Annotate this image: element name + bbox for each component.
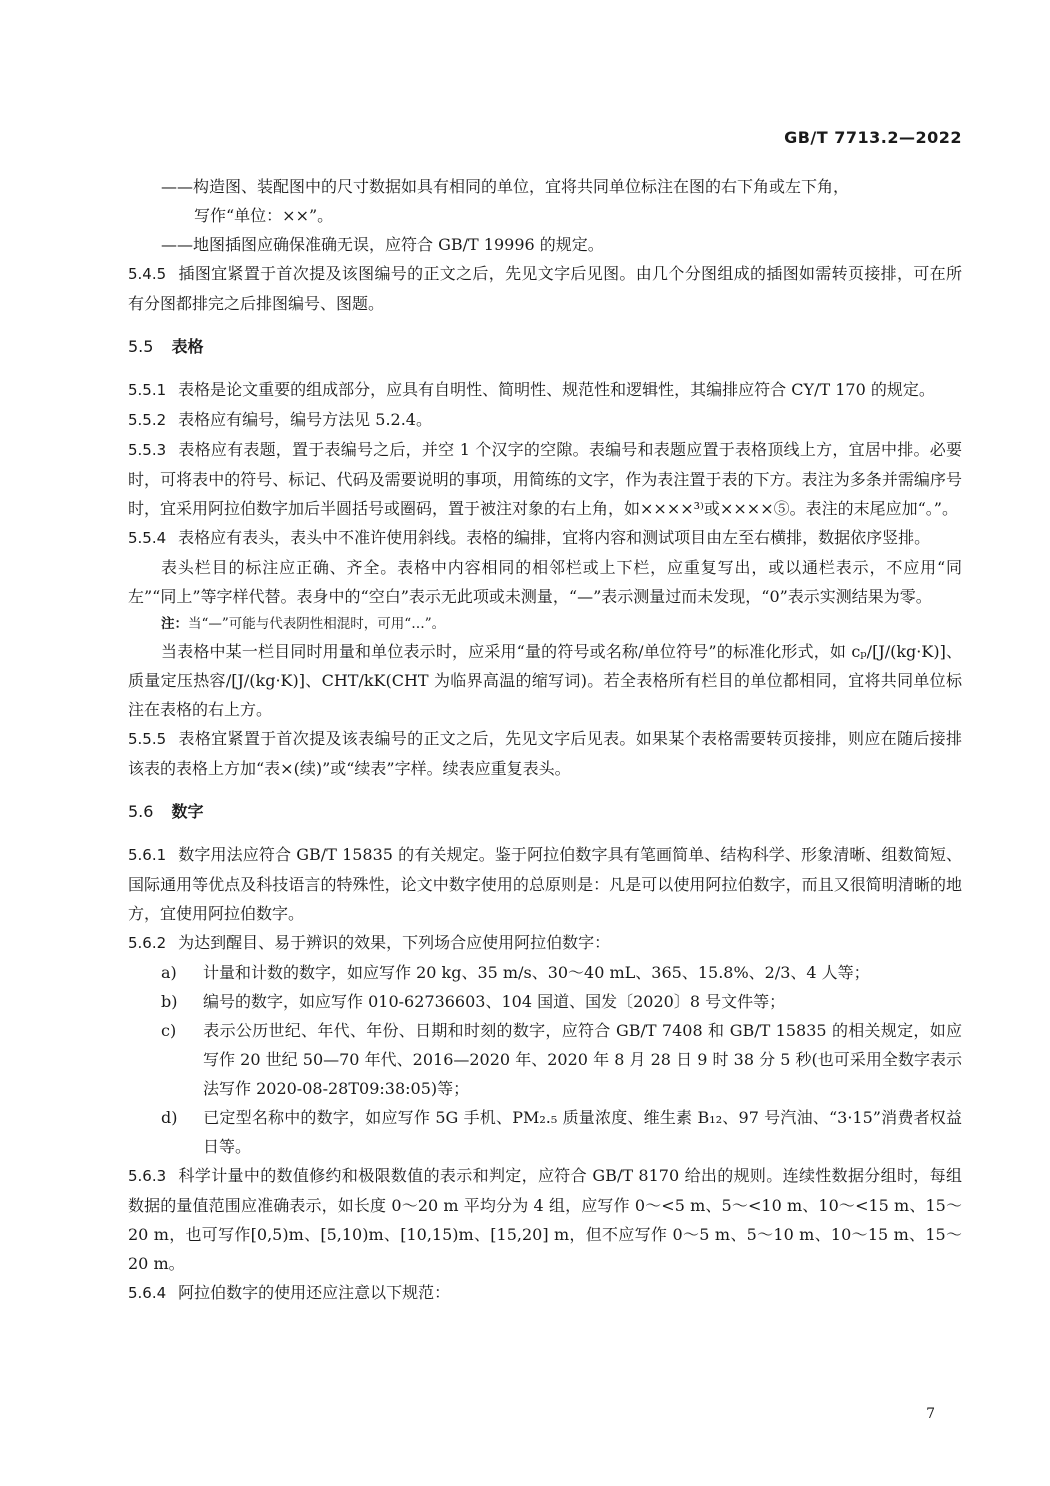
dash-item-text: ——构造图、装配图中的尺寸数据如具有相同的单位，宜将共同单位标注在图的右下角或左下角，	[161, 177, 850, 196]
body-paragraph	[128, 553, 962, 611]
clause-number: 5.5.2	[128, 411, 167, 429]
list-item-text: 计量和计数的数字，如应写作 20 kg、35 m/s、30～40 mL、365、15.8%、2/3、4 人等；	[203, 963, 870, 982]
list-item	[128, 1016, 962, 1103]
section-number: 5.5	[128, 337, 154, 356]
clause-number: 5.6.4	[128, 1284, 167, 1302]
page-number: 7	[926, 1406, 935, 1422]
clause-number: 5.6.1	[128, 846, 167, 864]
clause-text: 表格宜紧置于首次提及该表编号的正文之后，先见文字后见表。如果某个表格需要转页接排，则应在随后接排该表的表格上方加“表×(续)”或“续表”字样。续表应重复表头。	[128, 729, 962, 778]
clause-number: 5.6.3	[128, 1167, 167, 1185]
clause-number: 5.6.2	[128, 934, 167, 952]
dash-list-item-continued	[128, 201, 962, 230]
clause-text: 插图宜紧置于首次提及该图编号的正文之后，先见文字后见图。由几个分图组成的插图如需转页接排，可在所有分图都排完之后排图编号、图题。	[128, 264, 962, 313]
table-note	[128, 611, 962, 637]
note-label: 注：	[161, 616, 188, 632]
clause-paragraph	[128, 1161, 962, 1278]
clause-text: 为达到醒目、易于辨识的效果，下列场合应使用阿拉伯数字：	[178, 933, 611, 952]
dash-list-item	[128, 172, 962, 201]
dash-item-text: 写作“单位：××”。	[194, 206, 334, 225]
list-item-label: c)	[161, 1021, 177, 1040]
clause-paragraph	[128, 928, 962, 958]
clause-number: 5.5.3	[128, 441, 167, 459]
clause-paragraph	[128, 375, 962, 405]
clause-number: 5.5.5	[128, 730, 167, 748]
list-item	[128, 1103, 962, 1161]
list-item-text: 表示公历世纪、年代、年份、日期和时刻的数字，应符合 GB/T 7408 和 GB/T 15835 的相关规定，如应写作 20 世纪 50—70 年代、2016—2020 年、2020 年 8 月 28 日 9 时 38 分 5 秒(也可采用全数字表示法写作 2020-08-28T09:38:05)等；	[203, 1021, 962, 1098]
clause-paragraph	[128, 259, 962, 318]
paragraph-text: 表头栏目的标注应正确、齐全。表格中内容相同的相邻栏或上下栏，应重复写出，或以通栏表示，不应用“同左”“同上”等字样代替。表身中的“空白”表示无此项或未测量，“—”表示测量过而未发现，“0”表示实测结果为零。	[128, 558, 962, 606]
clause-number: 5.5.1	[128, 381, 167, 399]
clause-paragraph	[128, 435, 962, 523]
section-number: 5.6	[128, 802, 154, 821]
list-item	[128, 958, 962, 987]
clause-text: 表格应有编号，编号方法见 5.2.4。	[178, 410, 432, 429]
clause-paragraph	[128, 405, 962, 435]
clause-paragraph	[128, 523, 962, 553]
list-item-label: a)	[161, 963, 177, 982]
clause-text: 表格应有表题，置于表编号之后，并空 1 个汉字的空隙。表编号和表题应置于表格顶线上方，宜居中排。必要时，可将表中的符号、标记、代码及需要说明的事项，用简练的文字，作为表注置于表的下方。表注为多条并需编序号时，宜采用阿拉伯数字加后半圆括号或圈码，置于被注对象的右上角，如××××³⁾或××××⑤。表注的末尾应加“。”。	[128, 440, 962, 518]
clause-number: 5.4.5	[128, 265, 167, 283]
section-heading	[128, 332, 962, 361]
section-title: 数字	[171, 802, 204, 821]
dash-list-item	[128, 230, 962, 259]
clause-paragraph	[128, 1278, 962, 1308]
clause-number: 5.5.4	[128, 529, 167, 547]
standard-number-header: GB/T 7713.2—2022	[784, 128, 962, 147]
list-item-text: 编号的数字，如应写作 010-62736603、104 国道、国发〔2020〕8 号文件等；	[203, 992, 786, 1011]
body-text	[128, 172, 962, 1308]
dash-item-text: ——地图插图应确保准确无误，应符合 GB/T 19996 的规定。	[161, 235, 604, 254]
section-heading	[128, 797, 962, 826]
clause-paragraph	[128, 724, 962, 783]
clause-text: 数字用法应符合 GB/T 15835 的有关规定。鉴于阿拉伯数字具有笔画简单、结构科学、形象清晰、组数简短、国际通用等优点及科技语言的特殊性，论文中数字使用的总原则是：凡是可以使用阿拉伯数字，而且又很简明清晰的地方，宜使用阿拉伯数字。	[128, 845, 962, 923]
clause-text: 科学计量中的数值修约和极限数值的表示和判定，应符合 GB/T 8170 给出的规则。连续性数据分组时，每组数据的量值范围应准确表示，如长度 0～20 m 平均分为 4 组，应写作 0～<5 m、5～<10 m、10～<15 m、15～20 m，也可写作[0,5)m、[5,10)m、[10,15)m、[15,20] m，但不应写作 0～5 m、5～10 m、10～15 m、15～20 m。	[128, 1166, 962, 1273]
section-title: 表格	[171, 337, 204, 356]
list-item-text: 已定型名称中的数字，如应写作 5G 手机、PM₂.₅ 质量浓度、维生素 B₁₂、97 号汽油、“3·15”消费者权益日等。	[203, 1108, 962, 1156]
list-item-label: b)	[161, 992, 178, 1011]
note-text: 当“—”可能与代表阴性相混时，可用“…”。	[188, 616, 446, 632]
clause-text: 阿拉伯数字的使用还应注意以下规范：	[178, 1283, 451, 1302]
list-item	[128, 987, 962, 1016]
clause-text: 表格是论文重要的组成部分，应具有自明性、简明性、规范性和逻辑性，其编排应符合 CY/T 170 的规定。	[178, 380, 935, 399]
list-item-label: d)	[161, 1108, 178, 1127]
paragraph-text: 当表格中某一栏目同时用量和单位表示时，应采用“量的符号或名称/单位符号”的标准化形式，如 cₚ/[J/(kg·K)]、质量定压热容/[J/(kg·K)]、CHT/kK(CHT 为临界高温的缩写词)。若全表格所有栏目的单位都相同，宜将共同单位标注在表格的右上方。	[128, 642, 962, 719]
body-paragraph	[128, 637, 962, 724]
clause-paragraph	[128, 840, 962, 928]
clause-text: 表格应有表头，表头中不准许使用斜线。表格的编排，宜将内容和测试项目由左至右横排，数据依序竖排。	[178, 528, 931, 547]
